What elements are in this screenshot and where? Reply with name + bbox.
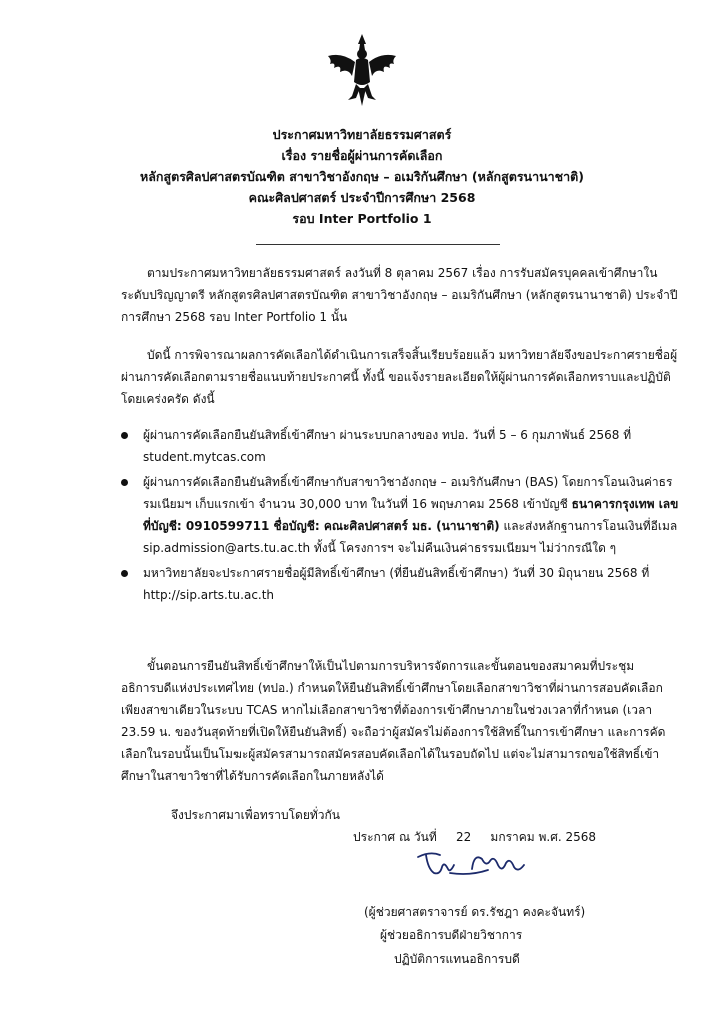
list-item [121,562,683,606]
signatory-name: (ผู้ช่วยศาสตราจารย์ ดร.รัชฎา คงคะจันทร์) [364,905,586,919]
closing-statement: จึงประกาศมาเพื่อทราบโดยทั่วกัน [171,808,340,822]
list-item [121,424,683,468]
date-prefix: ประกาศ ณ วันที่ [353,830,437,844]
bullet-text: ผู้ผ่านการคัดเลือกยืนยันสิทธิ์เข้าศึกษา ผ่านระบบกลางของ ทปอ. วันที่ 5 – 6 กุมภาพันธ์ 2568 ที่ student.mytcas.com [143,428,632,464]
bullet-text: และส่งหลักฐานการโอนเงินที่อีเมล sip.admission@arts.tu.ac.th ทั้งนี้ โครงการฯ จะไม่คืนเงินค่าธรรมเนียมฯ ไม่ว่ากรณีใด ๆ [143,519,678,555]
faculty-year: คณะศิลปศาสตร์ ประจำปีการศึกษา 2568 [248,190,476,205]
admission-round: รอบ Inter Portfolio 1 [292,211,432,226]
signatory-acting-role: ปฏิบัติการแทนอธิการบดี [394,952,520,966]
announcement-title: ประกาศมหาวิทยาลัยธรรมศาสตร์ [272,127,452,142]
result-paragraph: บัดนี้ การพิจารณาผลการคัดเลือกได้ดำเนินการเสร็จสิ้นเรียบร้อยแล้ว มหาวิทยาลัยจึงขอประกาศรายชื่อผู้ผ่านการคัดเลือกตามรายชื่อแนบท้ายประกาศนี้ ทั้งนี้ ขอแจ้งรายละเอียดให้ผู้ผ่านการคัดเลือกทราบและปฏิบัติโดยเคร่งครัด ดังนี้ [121,348,678,406]
bullet-text: ผู้ผ่านการคัดเลือกยืนยันสิทธิ์เข้าศึกษากับสาขาวิชาอังกฤษ – อเมริกันศึกษา (BAS) โดยการโอนเงินค่าธรรมเนียมฯ เก็บแรกเข้า จำนวน 30,000 บาท ในวันที่ 16 พฤษภาคม 2568 เข้าบัญชี [143,475,673,511]
bullet-text: มหาวิทยาลัยจะประกาศรายชื่อผู้มีสิทธิ์เข้าศึกษา (ที่ยืนยันสิทธิ์เข้าศึกษา) วันที่ 30 มิถุนายน 2568 ที่ http://sip.arts.tu.ac.th [143,566,650,602]
intro-paragraph: ตามประกาศมหาวิทยาลัยธรรมศาสตร์ ลงวันที่ 8 ตุลาคม 2567 เรื่อง การรับสมัครบุคคลเข้าศึกษาในระดับปริญญาตรี หลักสูตรศิลปศาสตรบัณฑิต สาขาวิชาอังกฤษ – อเมริกันศึกษา (หลักสูตรนานาชาติ) ประจำปีการศึกษา 2568 รอบ Inter Portfolio 1 นั้น [121,266,678,324]
garuda-emblem-icon [322,30,402,110]
announcement-subject: เรื่อง รายชื่อผู้ผ่านการคัดเลือก [281,148,443,163]
header-divider [256,244,500,245]
date-month-year: มกราคม พ.ศ. 2568 [490,830,597,844]
date-day: 22 [455,830,472,844]
list-item [121,471,683,559]
confirmation-procedure-paragraph: ขั้นตอนการยืนยันสิทธิ์เข้าศึกษาให้เป็นไปตามการบริหารจัดการและขั้นตอนของสมาคมที่ประชุมอธิการบดีแห่งประเทศไทย (ทปอ.) กำหนดให้ยืนยันสิทธิ์เข้าศึกษาโดยเลือกสาขาวิชาที่ผ่านการสอบคัดเลือกเพียงสาขาเดียวในระบบ TCAS หากไม่เลือกสาขาวิชาที่ต้องการเข้าศึกษาภายในช่วงเวลาที่กำหนด (เวลา 23.59 น. ของวันสุดท้ายที่เปิดให้ยืนยันสิทธิ์) จะถือว่าผู้สมัครไม่ต้องการใช้สิทธิ์ในการเข้าศึกษา และการคัดเลือกในรอบนั้นเป็นโมฆะผู้สมัครสามารถสมัครสอบคัดเลือกได้ในรอบถัดไป แต่จะไม่สามารถขอใช้สิทธิ์เข้าศึกษาในสาขาวิชาที่ได้รับการคัดเลือกในภายหลังได้ [121,659,666,783]
program-name: หลักสูตรศิลปศาสตรบัณฑิต สาขาวิชาอังกฤษ – อเมริกันศึกษา (หลักสูตรนานาชาติ) [140,169,584,184]
bank-account-info: ธนาคารกรุงเทพ เลขที่บัญชี: 0910599711 ชื่อบัญชี: คณะศิลปศาสตร์ มธ. (นานาชาติ) [143,497,679,533]
instruction-list [121,424,683,609]
handwritten-signature [410,843,530,883]
signatory-position: ผู้ช่วยอธิการบดีฝ่ายวิชาการ [380,928,523,942]
